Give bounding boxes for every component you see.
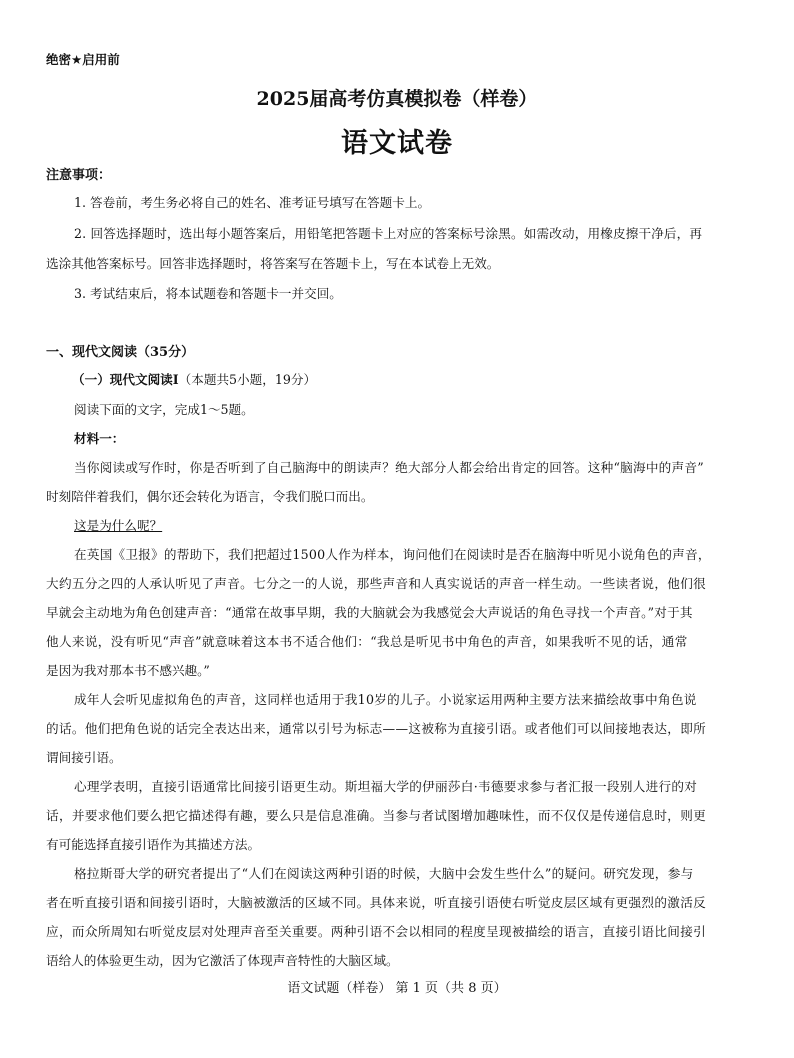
paragraph-line: 是因为我对那本书不感兴趣。”	[46, 663, 210, 678]
paragraph-line: 他人来说，没有听见“声音”就意味着这本书不适合他们：“我总是听见书中角色的声音，如果我听不见的话，通常	[46, 634, 688, 649]
notice-item-2-cont: 选涂其他答案标号。回答非选择题时，将答案写在答题卡上，写在本试卷上无效。	[46, 256, 500, 271]
reading-instruction: 阅读下面的文字，完成1～5题。	[74, 402, 254, 417]
paragraph-line: 谓间接引语。	[46, 750, 122, 765]
notice-item-2: 2. 回答选择题时，选出每小题答案后，用铅笔把答题卡上对应的答案标号涂黑。如需改动，用橡皮擦干净后，再	[74, 226, 703, 241]
notice-heading: 注意事项：	[46, 168, 112, 183]
subsection-detail: （本题共5小题，19分）	[178, 372, 317, 387]
paragraph-line: 成年人会听见虚拟角色的声音，这同样也适用于我10岁的儿子。小说家运用两种主要方法来描绘故事中角色说	[74, 692, 697, 707]
subsection-label: （一）现代文阅读Ⅰ	[72, 372, 179, 387]
exam-title: 2025届高考仿真模拟卷（样卷）	[256, 88, 538, 110]
paragraph-line: 语给人的体验更生动，因为它激活了体现声音特性的大脑区域。	[46, 953, 399, 968]
paragraph-line: 心理学表明，直接引语通常比间接引语更生动。斯坦福大学的伊丽莎白·韦德要求参与者汇报一段别人进行的对	[74, 779, 698, 794]
paragraph-line: 当你阅读或写作时，你是否听到了自己脑海中的朗读声？绝大部分人都会给出肯定的回答。这种“脑海中的声音”	[74, 460, 704, 475]
notice-item-3: 3. 考试结束后，将本试题卷和答题卡一并交回。	[74, 286, 342, 301]
paragraph-line: 早就会主动地为角色创建声音：“通常在故事早期，我的大脑就会为我感觉会大声说话的角色寻找一个声音。”对于其	[46, 605, 693, 620]
paragraph-line: 这是为什么呢？	[74, 518, 163, 533]
paragraph-line: 有可能选择直接引语作为其描述方法。	[46, 837, 261, 852]
page-footer: 语文试题（样卷） 第 1 页（共 8 页）	[287, 981, 507, 996]
subsection-heading	[72, 369, 316, 388]
confidential-label: 绝密★启用前	[46, 52, 120, 67]
subject-title: 语文试卷	[341, 128, 453, 159]
section-heading: 一、现代文阅读（35分）	[46, 345, 195, 360]
paragraph-line: 应，而众所周知右听觉皮层对处理声音至关重要。两种引语不会以相同的程度呈现被描绘的语言，直接引语比间接引	[46, 924, 707, 939]
notice-item-1: 1. 答卷前，考生务必将自己的姓名、准考证号填写在答题卡上。	[74, 195, 431, 210]
paragraph-line: 时刻陪伴着我们，偶尔还会转化为语言，令我们脱口而出。	[46, 489, 374, 504]
paragraph-line: 话，并要求他们要么把它描述得有趣，要么只是信息准确。当参与者试图增加趣味性，而不仅仅是传递信息时，则更	[46, 808, 707, 823]
paragraph-line: 在英国《卫报》的帮助下，我们把超过1500人作为样本，询问他们在阅读时是否在脑海中听见小说角色的声音，	[74, 547, 711, 562]
paragraph-line: 大约五分之四的人承认听见了声音。七分之一的人说，那些声音和人真实说话的声音一样生动。一些读者说，他们很	[46, 576, 707, 591]
paragraph-line: 者在听直接引语和间接引语时，大脑被激活的区域不同。具体来说，听直接引语使右听觉皮层区域有更强烈的激活反	[46, 895, 707, 910]
paragraph-line: 的话。他们把角色说的话完全表达出来，通常以引号为标志——这被称为直接引语。或者他们可以间接地表达，即所	[46, 721, 707, 736]
paragraph-line: 格拉斯哥大学的研究者提出了“人们在阅读这两种引语的时候，大脑中会发生些什么”的疑问。研究发现，参与	[74, 866, 694, 881]
material-label: 材料一：	[74, 431, 125, 446]
